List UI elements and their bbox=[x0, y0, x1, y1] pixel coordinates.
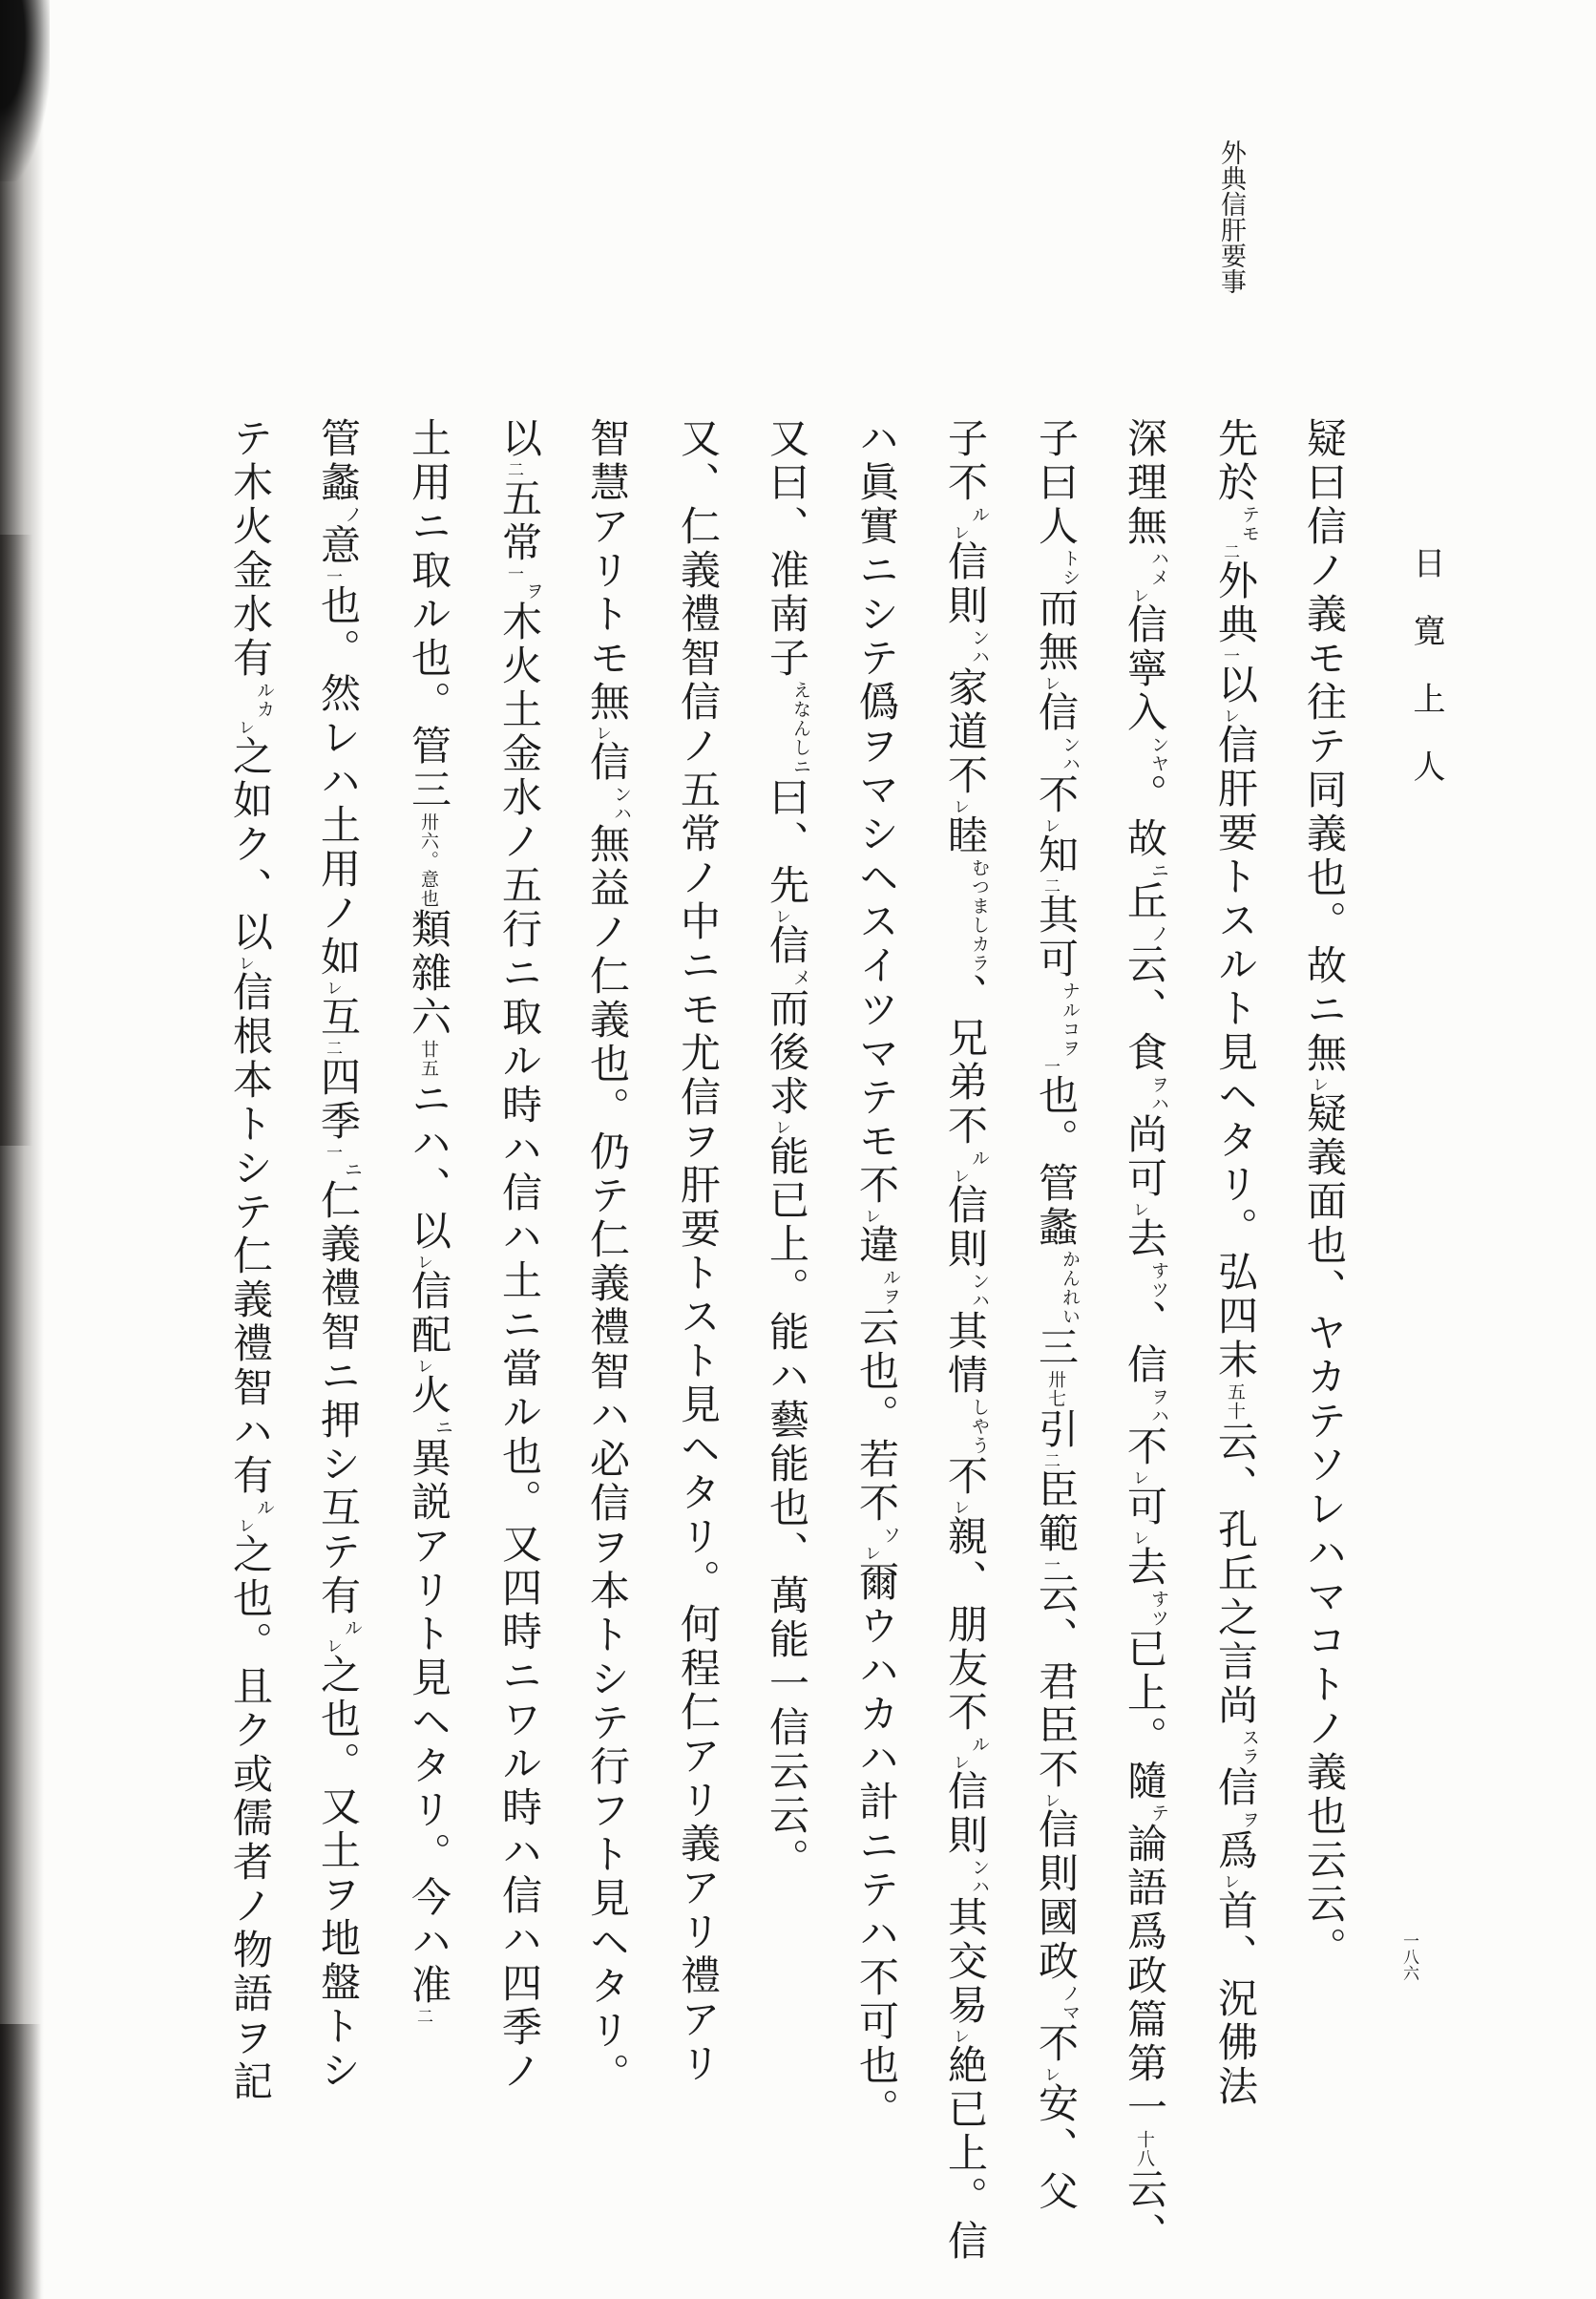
kaeriten-mark: レ bbox=[1041, 1792, 1060, 1808]
kana-gloss: ル bbox=[969, 1149, 989, 1168]
text-run: 云、君臣不 bbox=[1033, 1572, 1077, 1792]
text-run: 知 bbox=[1033, 833, 1077, 877]
text-run: 疑曰信ノ義モ往テ同義也。故ニ無 bbox=[1301, 417, 1345, 1076]
text-run: 違 bbox=[853, 1224, 897, 1268]
kana-gloss: ヲ bbox=[1239, 1810, 1259, 1829]
kaeriten-mark: レ bbox=[1130, 587, 1148, 603]
kaeriten-mark: レ bbox=[772, 908, 790, 924]
text-run: 尚可 bbox=[1122, 1113, 1166, 1201]
kaeriten-mark: レ bbox=[593, 725, 611, 741]
kaeriten-mark: 一 bbox=[324, 1144, 342, 1160]
text-run: 安、父 bbox=[1033, 2082, 1077, 2214]
text-run: 睦 bbox=[942, 814, 986, 858]
text-run: 信根本トシテ仁義禮智ハ有 bbox=[227, 971, 271, 1498]
text-run: ハ眞實ニシテ僞ヲマシヘスイツマテモ不 bbox=[853, 417, 897, 1208]
kana-gloss: メ bbox=[790, 968, 810, 987]
text-run: 信 bbox=[1033, 691, 1077, 735]
text-run: 信 bbox=[584, 741, 628, 785]
text-run: 去 bbox=[1122, 1217, 1166, 1261]
text-run: 互 bbox=[315, 996, 359, 1040]
kana-gloss: すツ bbox=[1148, 1590, 1168, 1628]
inline-note: 卅六。意也 bbox=[418, 812, 438, 908]
text-run: 子不 bbox=[942, 417, 986, 505]
kaeriten-mark: 二 bbox=[1221, 543, 1239, 559]
kaeriten-mark: 一 bbox=[1041, 1058, 1060, 1074]
text-run: 信肝要トスルト見ヘタリ。弘四末 bbox=[1212, 724, 1256, 1382]
text-run: テ木火金水有 bbox=[227, 417, 271, 681]
kana-gloss: ヲハ bbox=[1148, 1075, 1168, 1113]
text-run: 又曰、准南子 bbox=[764, 417, 808, 681]
kana-gloss: ル bbox=[342, 1618, 362, 1637]
text-column-12 bbox=[314, 417, 362, 2093]
text-run: 又、仁義禮智信ノ五常ノ中ニモ尤信ヲ肝要トスト見ヘタリ。何程仁アリ義アリ禮アリ bbox=[675, 417, 719, 2086]
text-run: 云、食 bbox=[1122, 943, 1166, 1075]
text-run: 智慧アリトモ無 bbox=[584, 417, 628, 725]
text-column-11 bbox=[405, 417, 450, 2024]
inline-note: 五十 bbox=[1225, 1382, 1245, 1421]
text-run: 絶已上。信 bbox=[942, 2044, 986, 2264]
text-run: 信則國政 bbox=[1033, 1808, 1077, 1984]
text-run: 之也。又土ヲ地盤トシ bbox=[315, 1654, 359, 2093]
kana-gloss: ヲ bbox=[523, 581, 543, 601]
text-run: 無益ノ仁義也。仍テ仁義禮智ハ必信ヲ本トシテ行フト見ヘタリ。 bbox=[584, 823, 628, 2097]
kaeriten-mark: レ bbox=[1221, 707, 1239, 724]
kana-gloss: かんれい bbox=[1060, 1250, 1080, 1326]
kana-gloss: テ bbox=[1148, 1803, 1168, 1823]
kaeriten-mark: レ bbox=[862, 1545, 880, 1561]
kana-gloss: むつましカラ bbox=[969, 858, 989, 973]
text-run: 先於 bbox=[1212, 417, 1256, 505]
inline-note: 卅七 bbox=[1045, 1370, 1065, 1408]
kaeriten-mark: 二 bbox=[414, 2008, 432, 2024]
kana-gloss: ンハ bbox=[969, 1272, 989, 1310]
kaeriten-mark: 一 bbox=[505, 565, 523, 581]
kana-gloss: ノ bbox=[342, 505, 362, 524]
text-run: 信寧入 bbox=[1122, 603, 1166, 735]
kana-gloss: ル bbox=[969, 1735, 989, 1754]
kana-gloss: ンハ bbox=[969, 1858, 989, 1896]
kana-gloss: ソ bbox=[880, 1526, 900, 1545]
kaeriten-mark: レ bbox=[951, 1168, 969, 1184]
text-run: 信 bbox=[764, 924, 808, 968]
text-run: 信配 bbox=[406, 1270, 450, 1358]
kana-gloss: トシ bbox=[1060, 549, 1080, 587]
text-run: 異説アリト見ヘタリ。今ハ准 bbox=[406, 1437, 450, 2008]
running-head-title: 外典信肝要事 bbox=[1217, 139, 1246, 294]
text-run: 引 bbox=[1033, 1408, 1077, 1452]
kana-gloss: ノマ bbox=[1060, 1984, 1080, 2022]
kaeriten-mark: レ bbox=[324, 1637, 342, 1654]
text-column-13 bbox=[226, 417, 274, 2104]
text-run: 而後求 bbox=[764, 987, 808, 1119]
kaeriten-mark: レ bbox=[951, 2028, 969, 2044]
text-run: 意 bbox=[315, 524, 359, 568]
text-run: 仁義禮智ニ押シ互テ有 bbox=[315, 1179, 359, 1618]
text-run: 能已上。能ハ藝能也、萬能一信云云。 bbox=[764, 1135, 808, 1882]
text-run: 、信 bbox=[1122, 1299, 1166, 1387]
text-run: 五常 bbox=[496, 477, 540, 565]
text-run: 土用ニ取ル也。管三 bbox=[406, 417, 450, 812]
kana-gloss: テモ bbox=[1239, 505, 1259, 543]
kaeriten-mark: レ bbox=[1041, 2066, 1060, 2082]
text-run: 之如ク、以 bbox=[227, 735, 271, 955]
kana-gloss: ハメ bbox=[1148, 549, 1168, 587]
text-column-10 bbox=[495, 417, 543, 2094]
kana-gloss: ヲハ bbox=[1148, 1387, 1168, 1425]
kaeriten-mark: レ bbox=[862, 1208, 880, 1224]
text-run: 其可 bbox=[1033, 894, 1077, 981]
text-column-7 bbox=[763, 417, 808, 1882]
kaeriten-mark: レ bbox=[324, 980, 342, 996]
text-run: 丘 bbox=[1122, 880, 1166, 924]
kaeriten-mark: 二 bbox=[1041, 1452, 1060, 1468]
kaeriten-mark: レ bbox=[772, 1119, 790, 1135]
kaeriten-mark: 一 bbox=[1041, 1556, 1060, 1572]
kana-gloss: えなんしニ bbox=[790, 681, 810, 776]
text-run: 以 bbox=[1212, 664, 1256, 707]
text-run: 信則 bbox=[942, 1184, 986, 1272]
text-run: 云、孔丘之言尚 bbox=[1212, 1421, 1256, 1728]
text-run: ニハ、以 bbox=[406, 1078, 450, 1254]
kana-gloss: ンハ bbox=[611, 785, 631, 823]
kana-gloss: ル bbox=[969, 505, 989, 524]
text-run: 子曰人 bbox=[1033, 417, 1077, 549]
kaeriten-mark: 二 bbox=[505, 461, 523, 477]
text-run: 類雜六 bbox=[406, 908, 450, 1040]
kana-gloss: ルヲ bbox=[880, 1268, 900, 1306]
kaeriten-mark: レ bbox=[951, 1499, 969, 1515]
text-run: 三 bbox=[1033, 1326, 1077, 1370]
kana-gloss: しやう bbox=[969, 1398, 989, 1455]
text-run: 也。管蠡 bbox=[1033, 1074, 1077, 1250]
kaeriten-mark: レ bbox=[1130, 1529, 1148, 1546]
kaeriten-mark: レ bbox=[236, 719, 254, 735]
kaeriten-mark: 一 bbox=[324, 568, 342, 584]
text-column-6 bbox=[852, 417, 900, 2132]
kana-gloss: ニ bbox=[342, 1160, 362, 1179]
text-run: 深理無 bbox=[1122, 417, 1166, 549]
kaeriten-mark: レ bbox=[1221, 1873, 1239, 1889]
text-run: 管蠡 bbox=[315, 417, 359, 505]
text-run: 已上。隨 bbox=[1122, 1628, 1166, 1803]
kaeriten-mark: レ bbox=[414, 1358, 432, 1374]
text-column-1 bbox=[1300, 417, 1345, 1971]
text-run: 不 bbox=[1122, 1425, 1166, 1469]
kana-gloss: ンハ bbox=[969, 628, 989, 666]
kaeriten-mark: レ bbox=[414, 1254, 432, 1270]
kaeriten-mark: 一 bbox=[1221, 647, 1239, 664]
text-run: 。故 bbox=[1122, 773, 1166, 861]
text-run: 云、 bbox=[1122, 2168, 1166, 2256]
text-run: 木火土金水ノ五行ニ取ル時ハ信ハ土ニ當ル也。又四時ニワル時ハ信ハ四季ノ bbox=[496, 601, 540, 2094]
kaeriten-mark: レ bbox=[1041, 817, 1060, 833]
text-run: 親、朋友不 bbox=[942, 1515, 986, 1735]
text-run: 爾ウハカハ計ニテハ不可也。 bbox=[853, 1561, 897, 2132]
inline-note: 廿五 bbox=[418, 1040, 438, 1078]
page-number: 一八六 bbox=[1400, 1932, 1418, 1981]
text-run: 疑義面也、ヤカテソレハマコトノ義也云云。 bbox=[1301, 1092, 1345, 1971]
kana-gloss: ニ bbox=[432, 1418, 452, 1437]
text-run: 論語爲政篇第一 bbox=[1122, 1823, 1166, 2130]
text-run: 曰、先 bbox=[764, 776, 808, 908]
text-column-2 bbox=[1211, 417, 1259, 2109]
author-name: 日寛上人 bbox=[1408, 546, 1443, 817]
kaeriten-mark: レ bbox=[1041, 675, 1060, 691]
text-run: 四季 bbox=[315, 1056, 359, 1144]
text-run: 、兄弟不 bbox=[942, 973, 986, 1149]
text-run: 其情 bbox=[942, 1310, 986, 1398]
kana-gloss: スラ bbox=[1239, 1728, 1259, 1766]
text-run: 可 bbox=[1122, 1486, 1166, 1529]
text-column-4 bbox=[1032, 417, 1080, 2214]
text-run: 爲 bbox=[1212, 1829, 1256, 1873]
kana-gloss: ル bbox=[254, 1498, 274, 1517]
text-run: 臣範 bbox=[1033, 1468, 1077, 1556]
text-run: 不 bbox=[1033, 773, 1077, 817]
kaeriten-mark: レ bbox=[951, 524, 969, 540]
text-run: 首、況佛法 bbox=[1212, 1889, 1256, 2109]
text-run: 信則 bbox=[942, 540, 986, 628]
kana-gloss: ルカ bbox=[254, 681, 274, 719]
text-column-8 bbox=[674, 417, 719, 2086]
kaeriten-mark: 二 bbox=[1041, 877, 1060, 894]
text-column-5 bbox=[941, 417, 989, 2264]
text-run: 也。然レハ土用ノ如 bbox=[315, 584, 359, 980]
text-run: 家道不 bbox=[942, 666, 986, 798]
kana-gloss: ンヤ bbox=[1148, 735, 1168, 773]
text-run: 火 bbox=[406, 1374, 450, 1418]
kaeriten-mark: レ bbox=[1130, 1469, 1148, 1486]
kaeriten-mark: レ bbox=[951, 1754, 969, 1770]
kaeriten-mark: レ bbox=[236, 1517, 254, 1533]
text-run: 外典 bbox=[1212, 559, 1256, 647]
text-run: 去 bbox=[1122, 1546, 1166, 1590]
text-run: 其交易 bbox=[942, 1896, 986, 2028]
text-run: 信 bbox=[1212, 1766, 1256, 1810]
kana-gloss: ノ bbox=[1148, 924, 1168, 943]
text-run: 而無 bbox=[1033, 587, 1077, 675]
text-run: 云也。若不 bbox=[853, 1306, 897, 1526]
text-run: 信則 bbox=[942, 1770, 986, 1858]
text-run: 之也。且ク或儒者ノ物語ヲ記 bbox=[227, 1533, 271, 2104]
kana-gloss: すツ bbox=[1148, 1261, 1168, 1299]
kaeriten-mark: レ bbox=[951, 798, 969, 814]
kaeriten-mark: レ bbox=[1310, 1076, 1328, 1092]
kana-gloss: ンハ bbox=[1060, 735, 1080, 773]
kana-gloss: ナルコヲ bbox=[1060, 981, 1080, 1058]
text-run: 不 bbox=[1033, 2022, 1077, 2066]
text-column-3 bbox=[1121, 417, 1166, 2256]
inline-note: 十八 bbox=[1134, 2130, 1154, 2168]
text-run: 不 bbox=[942, 1455, 986, 1499]
kaeriten-mark: レ bbox=[1130, 1201, 1148, 1217]
text-column-9 bbox=[583, 417, 631, 2097]
kaeriten-mark: レ bbox=[236, 955, 254, 971]
kaeriten-mark: 二 bbox=[324, 1040, 342, 1056]
kana-gloss: ニ bbox=[1148, 861, 1168, 880]
text-run: 以 bbox=[496, 417, 540, 461]
